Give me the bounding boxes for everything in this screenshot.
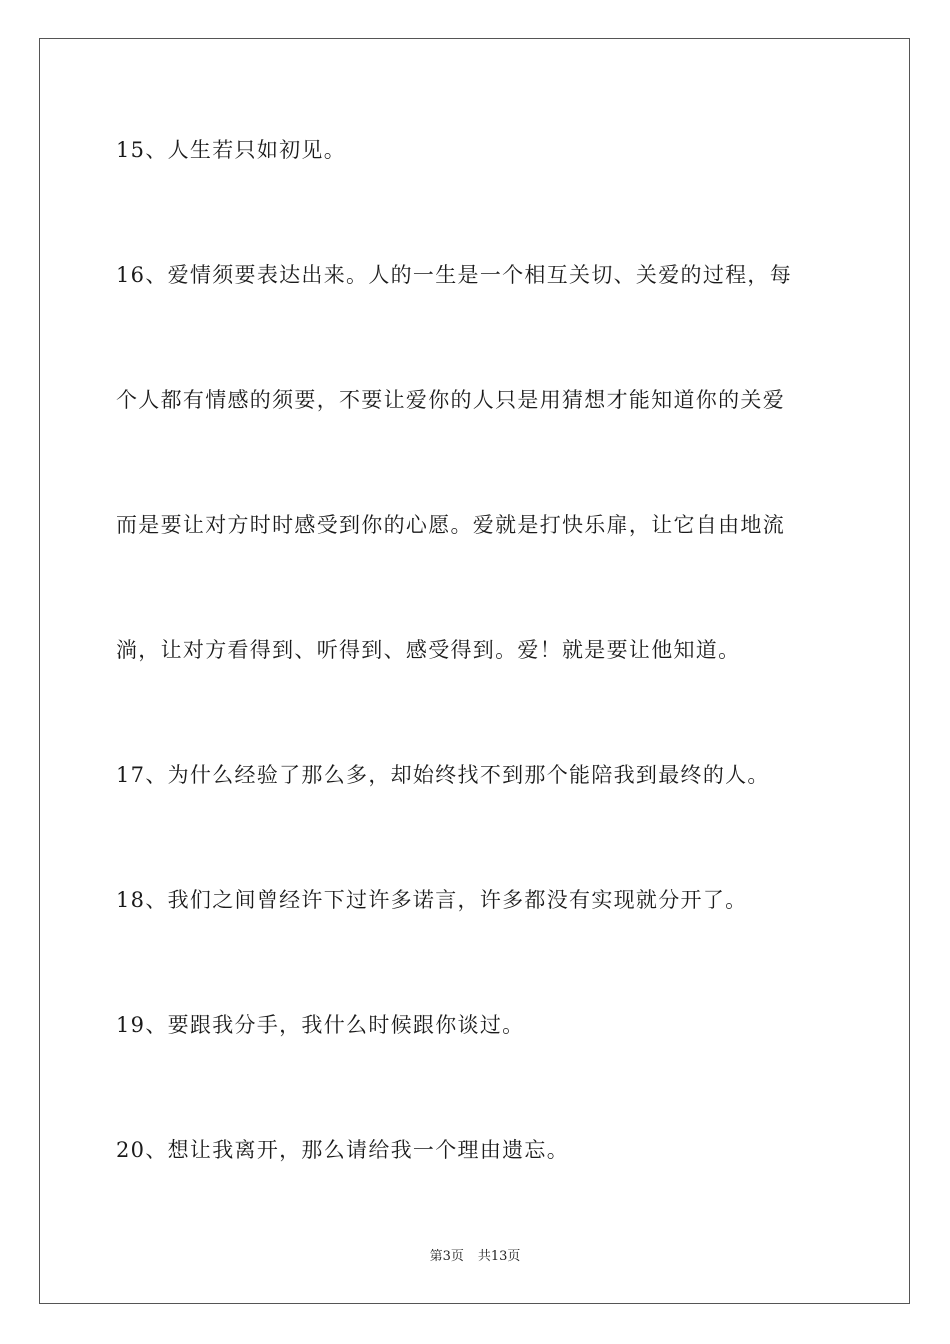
- page-footer: [0, 1248, 950, 1266]
- text-line: 19、要跟我分手，我什么时候跟你谈过。: [116, 1013, 525, 1037]
- page-number-total: 共13页: [477, 1249, 521, 1264]
- text-line: 而是要让对方时时感受到你的心愿。爱就是打快乐扉，让它自由地流: [116, 513, 785, 537]
- text-line: 淌，让对方看得到、听得到、感受得到。爱！就是要让他知道。: [116, 638, 741, 662]
- text-line: 15、人生若只如初见。: [116, 138, 347, 162]
- page-frame: [39, 38, 910, 1304]
- text-line: 17、为什么经验了那么多，却始终找不到那个能陪我到最终的人。: [116, 763, 770, 787]
- text-line: 20、想让我离开，那么请给我一个理由遗忘。: [116, 1138, 570, 1162]
- page-number-current: 第3页: [429, 1249, 464, 1264]
- text-line: 18、我们之间曾经许下过许多诺言，许多都没有实现就分开了。: [116, 888, 748, 912]
- text-line: 16、爱情须要表达出来。人的一生是一个相互关切、关爱的过程，每: [116, 263, 793, 287]
- text-line: 个人都有情感的须要，不要让爱你的人只是用猜想才能知道你的关爱: [116, 388, 785, 412]
